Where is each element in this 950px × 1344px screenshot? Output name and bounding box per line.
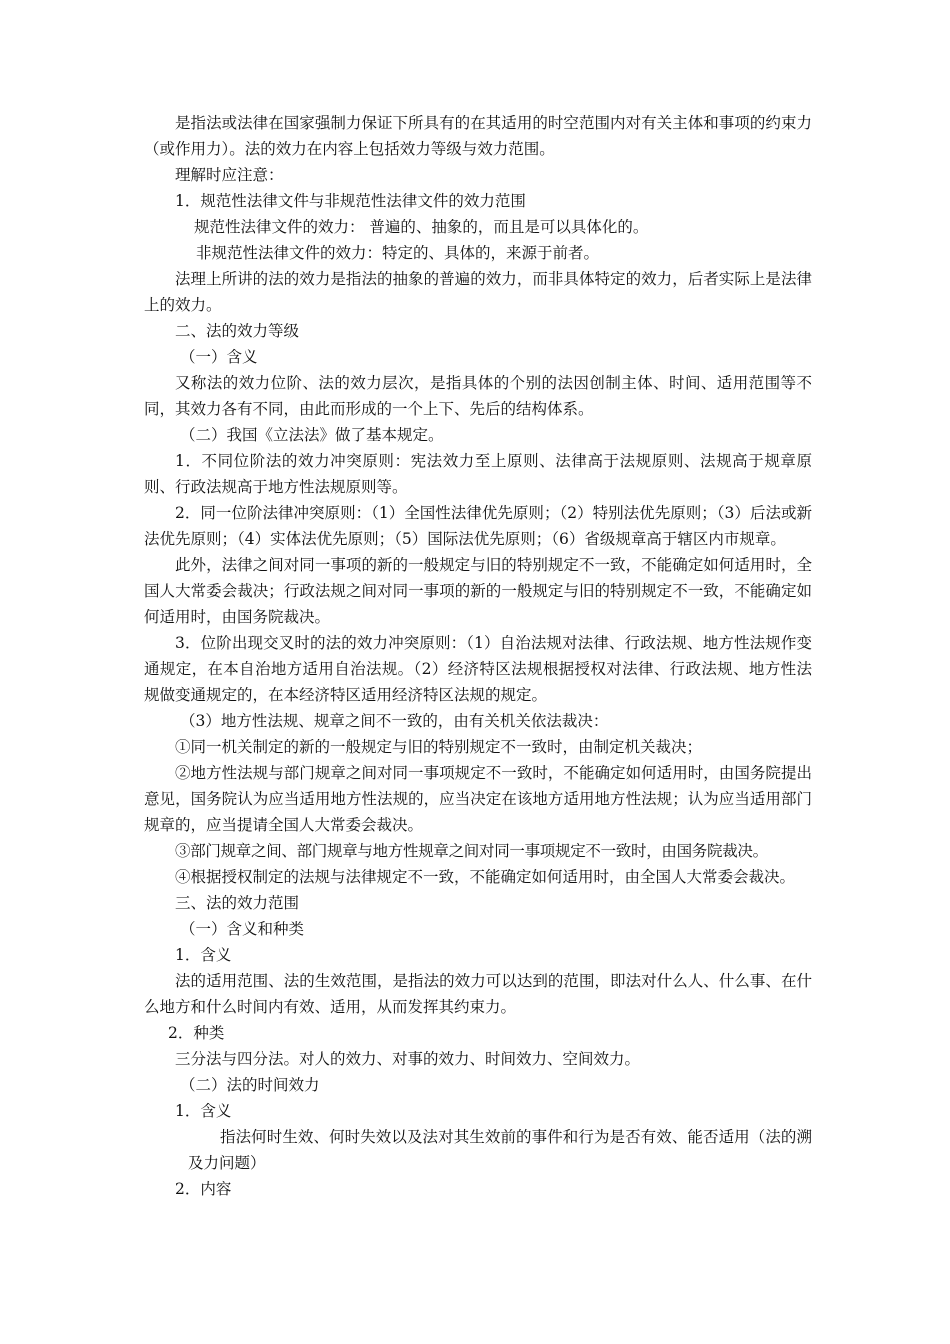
text-line: （3）地方性法规、规章之间不一致的，由有关机关依法裁决：: [180, 712, 609, 730]
text-line: 规范性法律文件的效力： 普遍的、抽象的，而且是可以具体化的。: [194, 218, 649, 236]
text-line: ①同一机关制定的新的一般规定与旧的特别规定不一致时，由制定机关裁决；: [175, 738, 703, 756]
subsection-heading: （二）法的时间效力: [180, 1076, 320, 1094]
text-paragraph: ②地方性法规与部门规章之间对同一事项规定不一致时，不能确定如何适用时，由国务院提出意见，国务院认为应当适用地方性法规的，应当决定在该地方适用地方性法规；认为应当适用部门规章的，应当提请全国人大常委会裁决。: [144, 764, 812, 834]
note-heading: 理解时应注意：: [175, 166, 284, 184]
item-heading: 2．内容: [175, 1180, 232, 1198]
text-line: 非规范性法律文件的效力：特定的、具体的，来源于前者。: [196, 244, 600, 262]
text-paragraph: 法理上所讲的法的效力是指法的抽象的普遍的效力，而非具体特定的效力，后者实际上是法律上的效力。: [144, 270, 812, 314]
subsection-heading: （一）含义和种类: [180, 920, 305, 938]
text-line: ③部门规章之间、部门规章与地方性规章之间对同一事项规定不一致时，由国务院裁决。: [175, 842, 768, 860]
item-heading: 2．种类: [168, 1024, 225, 1042]
section-heading: 二、法的效力等级: [175, 322, 300, 340]
subsection-heading: （一）含义: [180, 348, 258, 366]
text-paragraph: 3．位阶出现交叉时的法的效力冲突原则：（1）自治法规对法律、行政法规、地方性法规作变通规定，在本自治地方适用自治法规。（2）经济特区法规根据授权对法律、行政法规、地方性法规做变通规定的，在本经济特区适用经济特区法规的规定。: [144, 634, 812, 704]
item-heading: 1．含义: [175, 946, 232, 964]
document-page: [144, 110, 812, 1202]
text-paragraph: 2．同一位阶法律冲突原则：（1）全国性法律优先原则；（2）特别法优先原则；（3）后法或新法优先原则；（4）实体法优先原则；（5）国际法优先原则；（6）省级规章高于辖区内市规章。: [144, 504, 812, 548]
item-heading: 1．规范性法律文件与非规范性法律文件的效力范围: [175, 192, 526, 210]
item-heading: 1．含义: [175, 1102, 232, 1120]
text-paragraph: 1．不同位阶法的效力冲突原则：宪法效力至上原则、法律高于法规原则、法规高于规章原则、行政法规高于地方性法规原则等。: [144, 452, 812, 496]
text-paragraph: 此外，法律之间对同一事项的新的一般规定与旧的特别规定不一致，不能确定如何适用时，全国人大常委会裁决；行政法规之间对同一事项的新的一般规定与旧的特别规定不一致，不能确定如何适用时，由国务院裁决。: [144, 556, 812, 626]
subsection-heading: （二）我国《立法法》做了基本规定。: [180, 426, 444, 444]
definition-paragraph: 是指法或法律在国家强制力保证下所具有的在其适用的时空范围内对有关主体和事项的约束力（或作用力）。法的效力在内容上包括效力等级与效力范围。: [144, 114, 812, 158]
text-paragraph: 又称法的效力位阶、法的效力层次，是指具体的个别的法因创制主体、时间、适用范围等不同，其效力各有不同，由此而形成的一个上下、先后的结构体系。: [144, 374, 812, 418]
section-heading: 三、法的效力范围: [175, 894, 300, 912]
text-paragraph: 指法何时生效、何时失效以及法对其生效前的事件和行为是否有效、能否适用（法的溯及力问题）: [188, 1128, 812, 1172]
text-line: 三分法与四分法。对人的效力、对事的效力、时间效力、空间效力。: [175, 1050, 641, 1068]
text-paragraph: 法的适用范围、法的生效范围，是指法的效力可以达到的范围，即法对什么人、什么事、在什么地方和什么时间内有效、适用，从而发挥其约束力。: [144, 972, 812, 1016]
text-paragraph: ④根据授权制定的法规与法律规定不一致，不能确定如何适用时，由全国人大常委会裁决。: [175, 868, 796, 886]
